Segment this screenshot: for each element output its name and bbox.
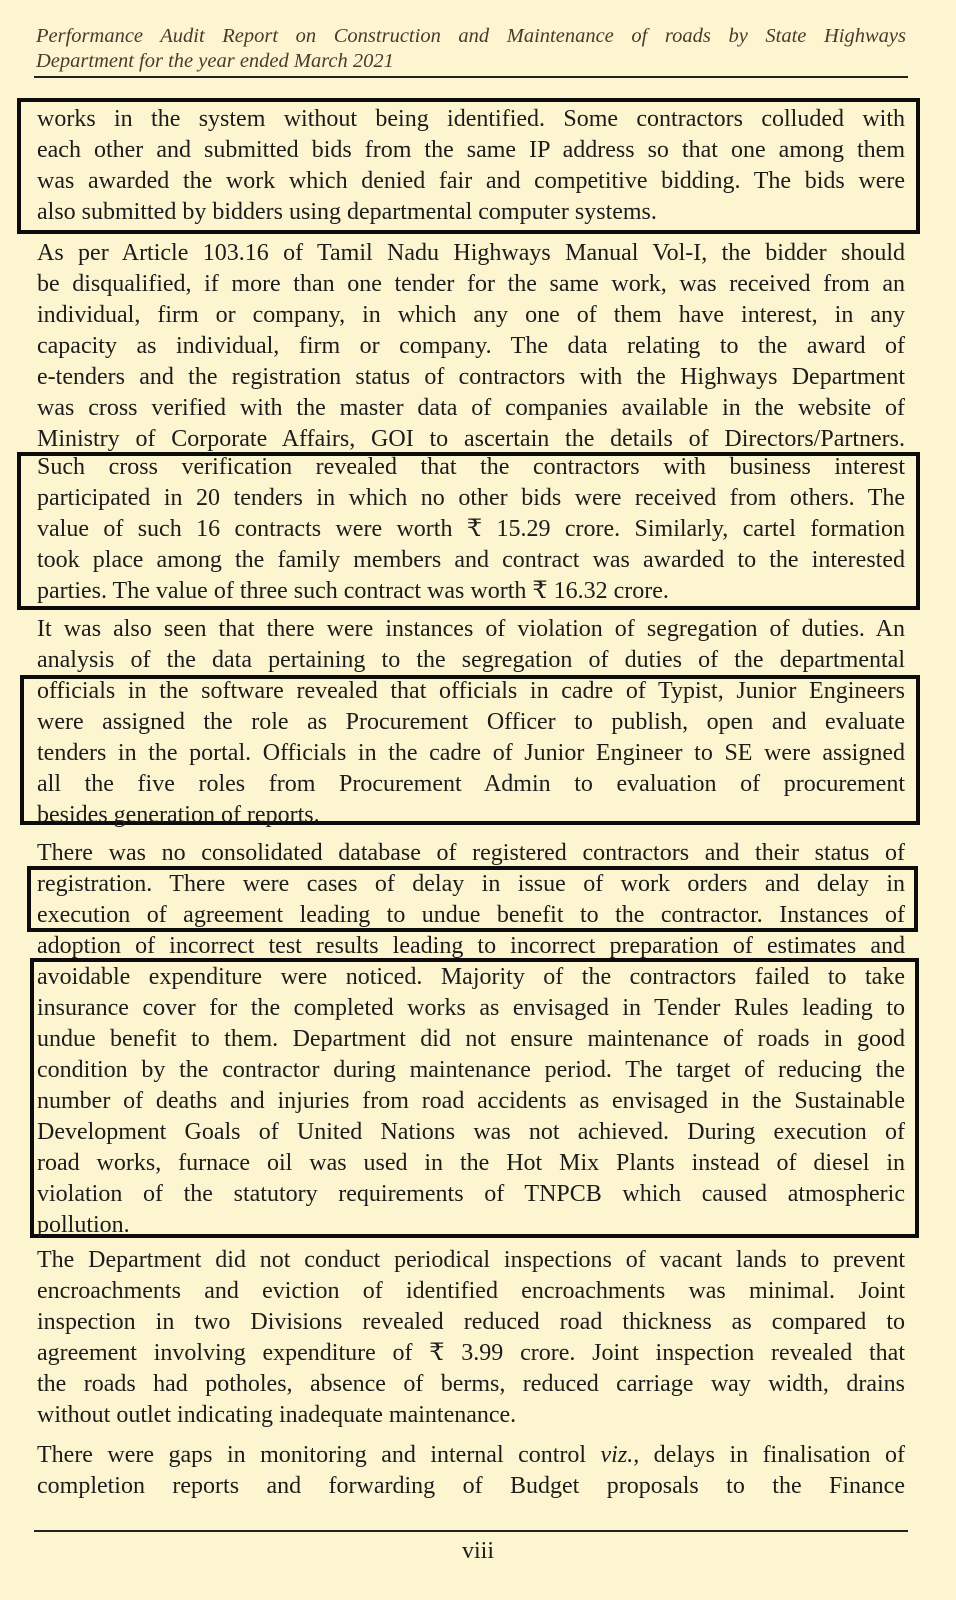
paragraph-line: without outlet indicating inadequate maintenance. xyxy=(37,1402,517,1428)
paragraph-line: execution of agreement leading to undue benefit to the contractor. Instances of xyxy=(37,902,905,928)
paragraph-line: It was also seen that there were instances of violation of segregation of duties. An xyxy=(37,616,905,642)
paragraph-line: participated in 20 tenders in which no other bids were received from others. The xyxy=(37,485,905,511)
paragraph-line: was cross verified with the master data of companies available in the website of xyxy=(37,395,905,421)
paragraph-line: were assigned the role as Procurement Officer to publish, open and evaluate xyxy=(37,709,905,735)
report-header xyxy=(36,24,906,74)
paragraph-line: condition by the contractor during maintenance period. The target of reducing the xyxy=(37,1057,905,1083)
paragraph-line: As per Article 103.16 of Tamil Nadu Highways Manual Vol-I, the bidder should xyxy=(37,240,905,266)
paragraph-line: violation of the statutory requirements of TNPCB which caused atmospheric xyxy=(37,1181,905,1207)
paragraph-4 xyxy=(37,838,905,1241)
paragraph-line: was awarded the work which denied fair and competitive bidding. The bids were xyxy=(37,168,905,194)
paragraph-line: capacity as individual, firm or company. The data relating to the award of xyxy=(37,333,905,359)
paragraph-line: the roads had potholes, absence of berms, reduced carriage way width, drains xyxy=(37,1371,905,1397)
paragraph-line: officials in the software revealed that officials in cadre of Typist, Junior Engineers xyxy=(37,678,905,704)
paragraph-line: e-tenders and the registration status of contractors with the Highways Department xyxy=(37,364,905,390)
paragraph-line: encroachments and eviction of identified encroachments was minimal. Joint xyxy=(37,1278,905,1304)
paragraph-3 xyxy=(37,614,905,831)
paragraph-line: insurance cover for the completed works as envisaged in Tender Rules leading to xyxy=(37,995,905,1021)
paragraph-line: also submitted by bidders using departmental computer systems. xyxy=(37,199,657,225)
paragraph-line: Such cross verification revealed that the contractors with business interest xyxy=(37,455,905,480)
paragraph-line: The Department did not conduct periodical inspections of vacant lands to prevent xyxy=(37,1247,905,1273)
paragraph-1 xyxy=(37,104,905,228)
paragraph-line: besides generation of reports. xyxy=(37,802,320,828)
paragraph-line: agreement involving expenditure of ₹ 3.99 crore. Joint inspection revealed that xyxy=(37,1340,905,1366)
paragraph-line: parties. The value of three such contract was worth ₹ 16.32 crore. xyxy=(37,578,669,604)
paragraph-line: analysis of the data pertaining to the segregation of duties of the departmental xyxy=(37,647,905,673)
paragraph-line: road works, furnace oil was used in the Hot Mix Plants instead of diesel in xyxy=(37,1150,905,1176)
paragraph-line: avoidable expenditure were noticed. Majority of the contractors failed to take xyxy=(37,964,905,990)
paragraph-line: individual, firm or company, in which any one of them have interest, in any xyxy=(37,302,905,328)
paragraph-line: completion reports and forwarding of Budget proposals to the Finance xyxy=(37,1473,905,1499)
header-line-1: Performance Audit Report on Construction and Maintenance of roads by State Highways xyxy=(36,25,906,47)
page-number: viii xyxy=(461,1538,494,1564)
header-divider xyxy=(34,76,908,78)
paragraph-line: tenders in the portal. Officials in the cadre of Junior Engineer to SE were assigned xyxy=(37,740,905,766)
paragraph-line: Development Goals of United Nations was not achieved. During execution of xyxy=(37,1119,905,1145)
paragraph-line: each other and submitted bids from the same IP address so that one among them xyxy=(37,137,905,163)
paragraph-line: all the five roles from Procurement Admin to evaluation of procurement xyxy=(37,771,905,797)
paragraph-6 xyxy=(37,1440,905,1502)
paragraph-line: There was no consolidated database of registered contractors and their status of xyxy=(37,840,905,866)
header-line-2: Department for the year ended March 2021 xyxy=(36,50,394,72)
paragraph-line: works in the system without being identified. Some contractors colluded with xyxy=(37,106,905,132)
paragraph-line: value of such 16 contracts were worth ₹ 15.29 crore. Similarly, cartel formation xyxy=(37,516,905,542)
paragraph-line: inspection in two Divisions revealed reduced road thickness as compared to xyxy=(37,1309,905,1335)
paragraph-5 xyxy=(37,1245,905,1431)
paragraph-line: undue benefit to them. Department did not ensure maintenance of roads in good xyxy=(37,1026,905,1052)
paragraph-line: took place among the family members and contract was awarded to the interested xyxy=(37,547,905,573)
paragraph-line: There were gaps in monitoring and internal control viz., delays in finalisation of xyxy=(37,1442,905,1468)
footer-divider xyxy=(34,1530,908,1532)
paragraph-line: pollution. xyxy=(37,1212,130,1238)
paragraph-line: be disqualified, if more than one tender for the same work, was received from an xyxy=(37,271,905,297)
paragraph-2 xyxy=(37,238,905,607)
paragraph-line: registration. There were cases of delay in issue of work orders and delay in xyxy=(37,871,905,897)
paragraph-line: number of deaths and injuries from road accidents as envisaged in the Sustainable xyxy=(37,1088,905,1114)
paragraph-line: adoption of incorrect test results leading to incorrect preparation of estimates and xyxy=(37,933,905,959)
paragraph-line: Ministry of Corporate Affairs, GOI to ascertain the details of Directors/Partners. xyxy=(37,426,905,452)
